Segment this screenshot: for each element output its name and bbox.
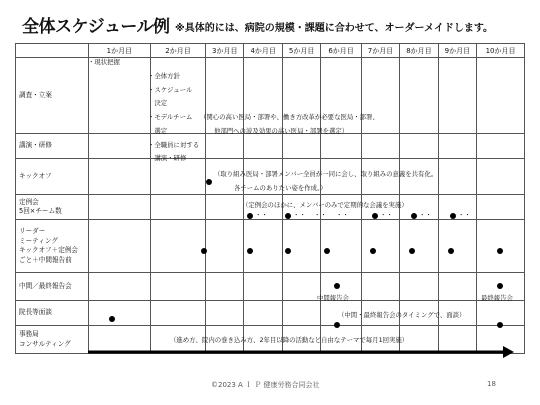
slide-title: 全体スケジュール例 xyxy=(22,17,170,37)
survey-annotation-1: （関心の高い医局・部署や、働き方改革が必要な医局・部署、 xyxy=(200,113,379,121)
lecture-m2-line: 講演・研修 xyxy=(148,154,187,162)
kickoff-annotation-1: （取り組み医局・部署メンバー全員が一同に会し、取り組みの意義を共有化。 xyxy=(214,170,438,178)
row-label-interim: 中間／最終報告会 xyxy=(16,273,89,301)
survey-m1-text: ・現状把握 xyxy=(88,58,120,66)
month-header: 10か月目 xyxy=(477,44,525,58)
survey-m2-line: 選定 xyxy=(148,127,168,135)
month-header: 3か月目 xyxy=(206,44,244,58)
interim-label: 中間報告会 xyxy=(317,294,349,302)
regular-annotation: （定例会のほかに、メンバーのみで定期的な会議を実施） xyxy=(242,201,408,209)
survey-m2-line: ・全体方針 xyxy=(148,72,180,80)
row-label-line: 定例会 xyxy=(19,197,39,206)
month-header: 4か月目 xyxy=(244,44,282,58)
survey-m2-line: ・スケジュール xyxy=(148,86,193,94)
month-header: 2か月目 xyxy=(151,44,206,58)
kickoff-annotation-2: 各チームのありたい姿を作成。） xyxy=(234,184,327,192)
month-header: 9か月目 xyxy=(438,44,476,58)
row-label-line: ミーティング xyxy=(19,236,58,245)
row-label-line: ごと＋中間報告前 xyxy=(19,255,72,264)
month-header: 6か月目 xyxy=(321,44,362,58)
timeline-arrow-head xyxy=(503,346,514,358)
final-label: 最終報告会 xyxy=(481,294,513,302)
row-label-line: 5回×チーム数 xyxy=(19,207,62,215)
row-label-line: コンサルティング xyxy=(19,339,71,348)
lecture-m2-line: ・全職員に対する xyxy=(148,141,200,149)
row-label-survey: 調査・立案 xyxy=(16,58,89,134)
month-header: 8か月目 xyxy=(400,44,438,58)
month-header: 7か月目 xyxy=(361,44,399,58)
row-label-line: キックオフ＋定例会 xyxy=(19,246,79,254)
row-label-line: リーダー xyxy=(19,227,46,235)
regular-dots-text: ・・ xyxy=(255,211,268,219)
row-label-line: 事務局 xyxy=(19,330,39,338)
regular-dots-text: ・・ xyxy=(380,211,393,219)
office-annotation: （進め方、院内の巻き込み方、2年目以降の活動など自由なテーマで毎月1回実施） xyxy=(170,336,409,344)
row-label-kickoff: キックオフ xyxy=(16,159,89,195)
survey-annotation-2: 他部門への波及効果の高い医局・部署を選定） xyxy=(214,127,349,135)
month-header: 1か月目 xyxy=(88,44,150,58)
regular-dots-text: ・・ xyxy=(314,211,327,219)
row-label-director: 院長等面談 xyxy=(16,301,89,326)
page-number: 18 xyxy=(487,380,496,388)
row-label-lecture: 講演・研修 xyxy=(16,134,89,159)
regular-dots-text: ・・ xyxy=(419,211,432,219)
regular-dots-text: ・・ xyxy=(293,211,306,219)
survey-m2-line: 決定 xyxy=(148,99,168,107)
director-annotation: （中間・最終報告会のタイミングで、面談） xyxy=(338,311,466,319)
slide-note: ※具体的には、病院の規模・課題に合わせて、オーダーメイドします。 xyxy=(175,23,494,34)
regular-dots-text: ・・ xyxy=(336,211,349,219)
regular-dots-text: ・・ xyxy=(458,211,471,219)
survey-m2-line: ・モデルチーム xyxy=(148,113,193,121)
month-header: 5か月目 xyxy=(282,44,320,58)
copyright: ©2023 A Ｉ Ｐ 健康労務合同会社 xyxy=(211,381,320,389)
